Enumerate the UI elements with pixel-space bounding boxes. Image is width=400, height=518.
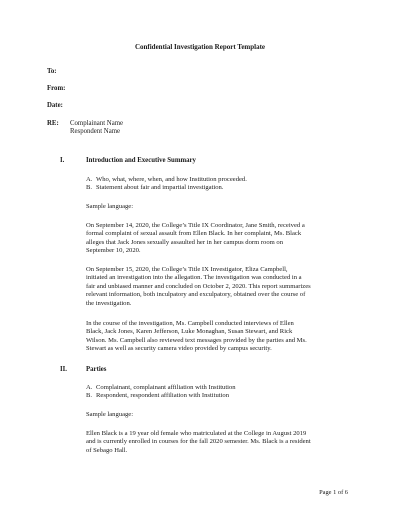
paragraph-line: and is currently enrolled in courses for the fall 2020 semester. Ms. Black is a resident [86, 438, 311, 446]
from-label: From: [47, 85, 66, 92]
section-1-paragraph-2 [86, 266, 356, 308]
paragraph-line: Ellen Black is a 19 year old female who matriculated at the College in August 2019 [86, 430, 307, 437]
paragraph-line: of Sebago Hall. [86, 446, 128, 454]
section-1-sample-label: Sample language: [86, 203, 134, 210]
paragraph-line: Stewart as well as security camera video provided by campus security. [86, 345, 272, 353]
paragraph-line: formal complaint of sexual assault from Ellen Black. In her complaint, Ms. Black [86, 230, 302, 238]
section-1-paragraph-1 [86, 222, 356, 256]
list-marker: B. [86, 184, 93, 191]
re-label: RE: [47, 120, 59, 127]
re-respondent-line: Respondent Name [70, 128, 121, 135]
section-2-number: II. [60, 366, 67, 373]
list-marker: B. [86, 392, 93, 399]
paragraph-line: In the course of the investigation, Ms. Campbell conducted interviews of Ellen [86, 320, 294, 327]
list-item-text: Who, what, where, when, and how Institution proceeded. [96, 176, 247, 183]
paragraph-line: On September 15, 2020, the College’s Title IX Investigator, Eliza Campbell, [86, 266, 288, 273]
section-2-title: Parties [86, 366, 107, 373]
paragraph-line: Wilson. Ms. Campbell also reviewed text messages provided by the parties and Ms. [86, 336, 307, 344]
section-1-paragraph-3 [86, 320, 356, 354]
section-1-item-b [86, 184, 223, 192]
section-2-paragraph-1 [86, 430, 356, 455]
re-complainant-line: Complainant Name [70, 120, 124, 127]
paragraph-line: fair and unbiased manner and concluded on October 2, 2020. This report summarizes [86, 282, 311, 290]
list-marker: A. [86, 384, 93, 391]
section-1-number: I. [60, 157, 65, 164]
paragraph-line: relevant information, both inculpatory and exculpatory, obtained over the course of [86, 291, 306, 299]
list-marker: A. [86, 176, 93, 183]
section-1-title: Introduction and Executive Summary [86, 157, 196, 164]
paragraph-line: alleges that Jack Jones sexually assaulted her in her campus dorm room on [86, 238, 284, 246]
paragraph-line: On September 14, 2020, the College’s Title IX Coordinator, Jane Smith, received a [86, 222, 305, 229]
list-item-text: Statement about fair and impartial investigation. [96, 184, 224, 191]
section-2-sample-label: Sample language: [86, 411, 134, 418]
paragraph-line: September 10, 2020. [86, 247, 141, 255]
to-label: To: [47, 68, 57, 75]
section-2-item-b [86, 392, 229, 400]
list-item-text: Complainant, complainant affiliation with Institution [96, 384, 236, 391]
paragraph-line: Black, Jack Jones, Karen Jefferson, Luke Monaghan, Susan Stewart, and Rick [86, 328, 293, 336]
list-item-text: Respondent, respondent affiliation with Institution [96, 392, 230, 399]
paragraph-line: initiated an investigation into the allegation. The investigation was conducted in a [86, 274, 302, 282]
date-label: Date: [47, 102, 63, 109]
document-title: Confidential Investigation Report Template [134, 43, 266, 51]
page-number: Page 1 of 6 [319, 489, 348, 496]
paragraph-line: the investigation. [86, 299, 132, 307]
